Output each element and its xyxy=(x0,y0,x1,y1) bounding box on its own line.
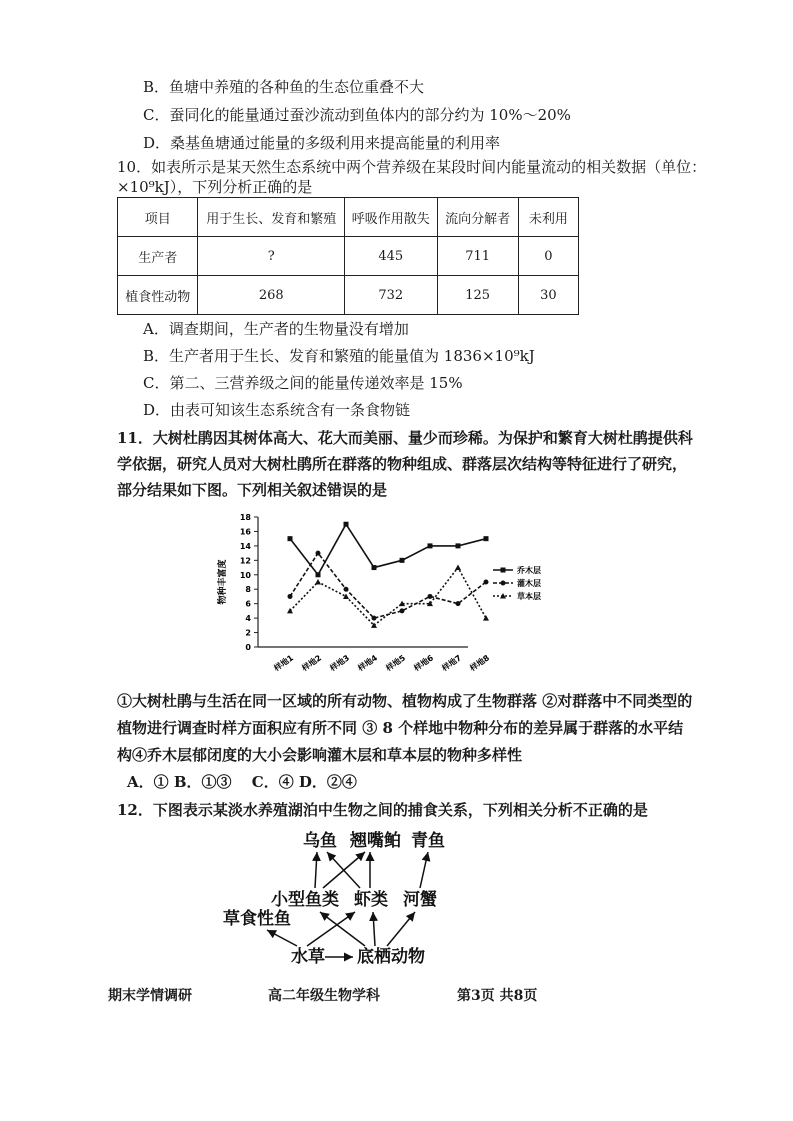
arrow-shuicao-xialei xyxy=(307,912,355,946)
table-header-cell: 流向分解者 xyxy=(437,198,518,237)
data-point xyxy=(288,536,293,541)
table-row xyxy=(118,276,579,315)
data-point xyxy=(316,572,321,577)
data-point xyxy=(315,579,321,585)
x-tick-label: 样地7 xyxy=(440,653,464,674)
x-tick-label: 样地8 xyxy=(468,653,492,674)
species-richness-chart xyxy=(205,505,585,685)
energy-table xyxy=(117,197,579,315)
legend-label: 灌木层 xyxy=(517,579,541,588)
node-xiaoxing: 小型鱼类 xyxy=(271,890,339,910)
table-cell: 268 xyxy=(198,276,345,315)
q11-statement-line2: 植物进行调查时样方面积应有所不同 ③ 8 个样地中物种分布的差异属于群落的水平结 xyxy=(117,719,684,737)
table-cell: ? xyxy=(198,237,345,276)
node-qiaozui: 翘嘴鲌 xyxy=(350,831,401,851)
y-axis-label: 物种丰富度 xyxy=(218,559,228,605)
arrow-shuicao-caoshi xyxy=(267,930,297,946)
data-point xyxy=(484,536,489,541)
table-cell: 生产者 xyxy=(118,237,198,276)
table-cell: 732 xyxy=(345,276,437,315)
table-cell: 445 xyxy=(345,237,437,276)
q10-option-c: C．第二、三营养级之间的能量传递效率是 15% xyxy=(143,374,463,392)
x-tick-label: 样地5 xyxy=(384,653,408,674)
q10-stem-line2: ×10⁹kJ），下列分析正确的是 xyxy=(117,178,313,196)
legend-marker xyxy=(501,568,506,573)
y-tick-label: 18 xyxy=(239,513,251,522)
table-header-cell: 项目 xyxy=(118,198,198,237)
q9-option-d: D．桑基鱼塘通过能量的多级利用来提高能量的利用率 xyxy=(143,134,501,152)
q11-stem-line3: 部分结果如下图。下列相关叙述错误的是 xyxy=(117,481,388,499)
y-tick-label: 12 xyxy=(239,556,251,566)
table-cell: 125 xyxy=(437,276,518,315)
data-point xyxy=(483,615,489,621)
data-point xyxy=(344,587,349,592)
arrow-xiaoxing-wuyu xyxy=(315,852,317,888)
data-point xyxy=(484,580,489,585)
node-caoshi: 草食性鱼 xyxy=(223,909,291,929)
y-tick-label: 6 xyxy=(245,599,251,609)
y-tick-label: 0 xyxy=(245,643,251,652)
arrow-diqi-hexie xyxy=(387,912,415,946)
legend-label: 乔木层 xyxy=(517,566,541,575)
x-tick-label: 样地3 xyxy=(328,653,352,674)
arrow-hexie-qingyu xyxy=(420,852,428,888)
data-point xyxy=(288,594,293,599)
data-point xyxy=(456,543,461,548)
q11-stem-line2: 学依据，研究人员对大树杜鹃所在群落的物种组成、群落层次结构等特征进行了研究， xyxy=(117,455,688,473)
data-point xyxy=(344,522,349,527)
node-diqi: 底栖动物 xyxy=(357,947,425,967)
series-line xyxy=(290,553,486,618)
node-wuyu: 乌鱼 xyxy=(303,831,337,851)
legend-label: 草本层 xyxy=(517,592,541,601)
x-tick-label: 样地2 xyxy=(300,653,324,674)
table-cell: 植食性动物 xyxy=(118,276,198,315)
x-tick-label: 样地1 xyxy=(272,653,296,674)
data-point xyxy=(400,558,405,563)
x-tick-label: 样地4 xyxy=(356,653,380,674)
arrow-xiaoxing-qiaozui xyxy=(323,852,365,888)
q12-stem: 12．下图表示某淡水养殖湖泊中生物之间的捕食关系，下列相关分析不正确的是 xyxy=(117,801,648,819)
data-point xyxy=(316,551,321,556)
food-web-diagram xyxy=(215,820,465,970)
table-header-row xyxy=(118,198,579,237)
table-cell: 30 xyxy=(518,276,578,315)
footer-right: 第3页 共8页 xyxy=(457,988,538,1004)
q11-stem-line1: 11．大树杜鹃因其树体高大、花大而美丽、量少而珍稀。为保护和繁育大树杜鹃提供科 xyxy=(117,429,693,447)
table-header-cell: 用于生长、发育和繁殖 xyxy=(198,198,345,237)
data-point xyxy=(372,616,377,621)
table-cell: 0 xyxy=(518,237,578,276)
q11-options: A．① B．①③ C．④ D．②④ xyxy=(127,773,357,791)
x-tick-label: 样地6 xyxy=(412,653,436,674)
y-tick-label: 16 xyxy=(239,527,251,537)
data-point xyxy=(456,601,461,606)
arrow-diqi-xiaoxing xyxy=(320,912,365,946)
data-point xyxy=(428,594,433,599)
data-point xyxy=(455,565,461,571)
table-header-cell: 未利用 xyxy=(518,198,578,237)
node-qingyu: 青鱼 xyxy=(411,831,445,851)
q10-option-a: A．调查期间，生产者的生物量没有增加 xyxy=(143,320,409,338)
q11-statement-line3: 构④乔木层郁闭度的大小会影响灌木层和草本层的物种多样性 xyxy=(117,746,523,764)
footer-center: 高二年级生物学科 xyxy=(268,988,380,1004)
node-shuicao: 水草 xyxy=(291,947,325,967)
node-hexie: 河蟹 xyxy=(403,890,437,910)
y-tick-label: 14 xyxy=(239,541,251,551)
footer-left: 期末学情调研 xyxy=(108,988,192,1004)
q10-option-b: B．生产者用于生长、发育和繁殖的能量值为 1836×10⁹kJ xyxy=(143,347,535,365)
table-header-cell: 呼吸作用散失 xyxy=(345,198,437,237)
table-cell: 711 xyxy=(437,237,518,276)
data-point xyxy=(428,543,433,548)
q9-option-c: C．蚕同化的能量通过蚕沙流动到鱼体内的部分约为 10%～20% xyxy=(143,106,571,124)
arrow-diqi-xialei xyxy=(373,912,375,946)
q10-stem-line1: 10．如表所示是某天然生态系统中两个营养级在某段时间内能量流动的相关数据（单位： xyxy=(117,158,707,176)
q10-option-d: D．由表可知该生态系统含有一条食物链 xyxy=(143,401,411,419)
data-point xyxy=(400,608,405,613)
data-point xyxy=(287,608,293,614)
legend-marker xyxy=(501,581,506,586)
node-xialei: 虾类 xyxy=(354,890,388,910)
table-row xyxy=(118,237,579,276)
y-tick-label: 8 xyxy=(245,585,251,595)
y-tick-label: 2 xyxy=(245,628,251,638)
q11-statement-line1: ①大树杜鹃与生活在同一区域的所有动物、植物构成了生物群落 ②对群落中不同类型的 xyxy=(117,692,693,710)
y-tick-label: 4 xyxy=(245,614,251,624)
data-point xyxy=(372,565,377,570)
q9-option-b: B．鱼塘中养殖的各种鱼的生态位重叠不大 xyxy=(143,78,425,96)
y-tick-label: 10 xyxy=(239,570,251,580)
